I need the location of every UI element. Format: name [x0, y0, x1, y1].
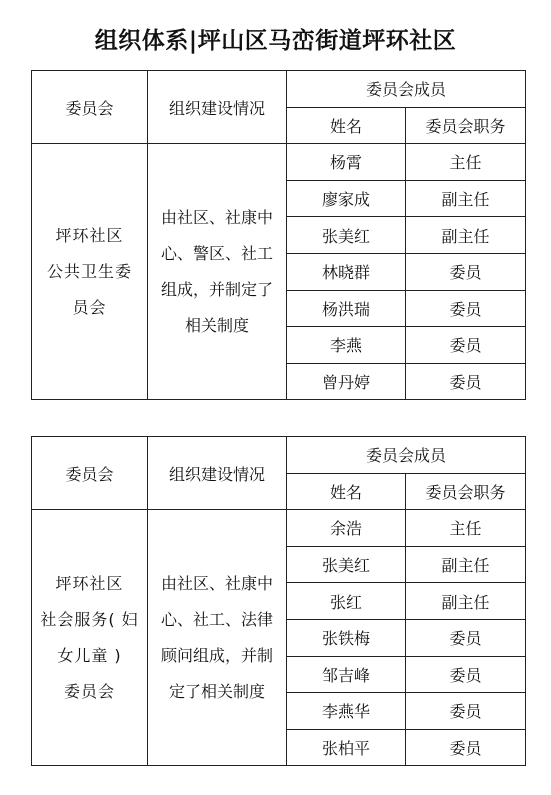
member-position: 委员 — [406, 327, 526, 364]
construction-line: 心、警区、社工 — [160, 243, 273, 263]
member-position: 委员 — [406, 693, 526, 730]
member-name: 余浩 — [287, 510, 406, 547]
member-name: 廖家成 — [287, 180, 406, 217]
member-position: 副主任 — [406, 546, 526, 583]
committee-name-cell — [32, 510, 148, 766]
member-name: 曾丹婷 — [287, 363, 406, 400]
member-position: 委员 — [406, 253, 526, 290]
committee-table-public-health — [31, 70, 526, 400]
member-name: 林晓群 — [287, 253, 406, 290]
member-position: 主任 — [406, 144, 526, 181]
committee-name-cell — [32, 144, 148, 400]
member-position: 副主任 — [406, 583, 526, 620]
construction-line: 由社区、社康中 — [160, 207, 273, 227]
committee-name-line: 公共卫生委 — [46, 261, 132, 281]
header-position: 委员会职务 — [406, 107, 526, 144]
header-members: 委员会成员 — [287, 437, 526, 474]
construction-description-cell — [148, 510, 287, 766]
member-position: 委员 — [406, 656, 526, 693]
committee-name-line: 女儿童 ) — [57, 645, 122, 665]
member-position: 副主任 — [406, 217, 526, 254]
committee-name-line: 坪环社区 — [55, 225, 124, 245]
construction-line: 相关制度 — [184, 315, 249, 335]
member-name: 张美红 — [287, 546, 406, 583]
construction-line: 组成，并制定了 — [160, 279, 273, 299]
member-name: 杨洪瑞 — [287, 290, 406, 327]
member-position: 委员 — [406, 729, 526, 766]
header-construction: 组织建设情况 — [148, 71, 287, 144]
member-position: 副主任 — [406, 180, 526, 217]
committee-name-line: 委员会 — [63, 681, 115, 701]
construction-line: 心、社工、法律 — [160, 609, 273, 629]
page-title: 组织体系|坪山区马峦街道坪环社区 — [94, 28, 457, 54]
construction-line: 定了相关制度 — [168, 681, 265, 701]
member-position: 委员 — [406, 363, 526, 400]
construction-description-cell — [148, 144, 287, 400]
committee-name-line: 社会服务( 妇 — [40, 609, 139, 629]
committee-name-line: 员会 — [72, 297, 107, 317]
header-name: 姓名 — [287, 473, 406, 510]
header-position: 委员会职务 — [406, 473, 526, 510]
committee-table-social-service — [31, 436, 526, 766]
member-position: 主任 — [406, 510, 526, 547]
construction-line: 由社区、社康中 — [160, 573, 273, 593]
member-name: 杨霄 — [287, 144, 406, 181]
member-name: 张柏平 — [287, 729, 406, 766]
member-name: 张铁梅 — [287, 619, 406, 656]
header-members: 委员会成员 — [287, 71, 526, 108]
committee-name-line: 坪环社区 — [55, 573, 124, 593]
member-name: 邹吉峰 — [287, 656, 406, 693]
member-name: 李燕 — [287, 327, 406, 364]
construction-line: 顾问组成，并制 — [160, 645, 273, 665]
member-position: 委员 — [406, 290, 526, 327]
member-position: 委员 — [406, 619, 526, 656]
member-name: 李燕华 — [287, 693, 406, 730]
header-committee: 委员会 — [32, 71, 148, 144]
member-name: 张红 — [287, 583, 406, 620]
header-name: 姓名 — [287, 107, 406, 144]
header-committee: 委员会 — [32, 437, 148, 510]
header-construction: 组织建设情况 — [148, 437, 287, 510]
member-name: 张美红 — [287, 217, 406, 254]
